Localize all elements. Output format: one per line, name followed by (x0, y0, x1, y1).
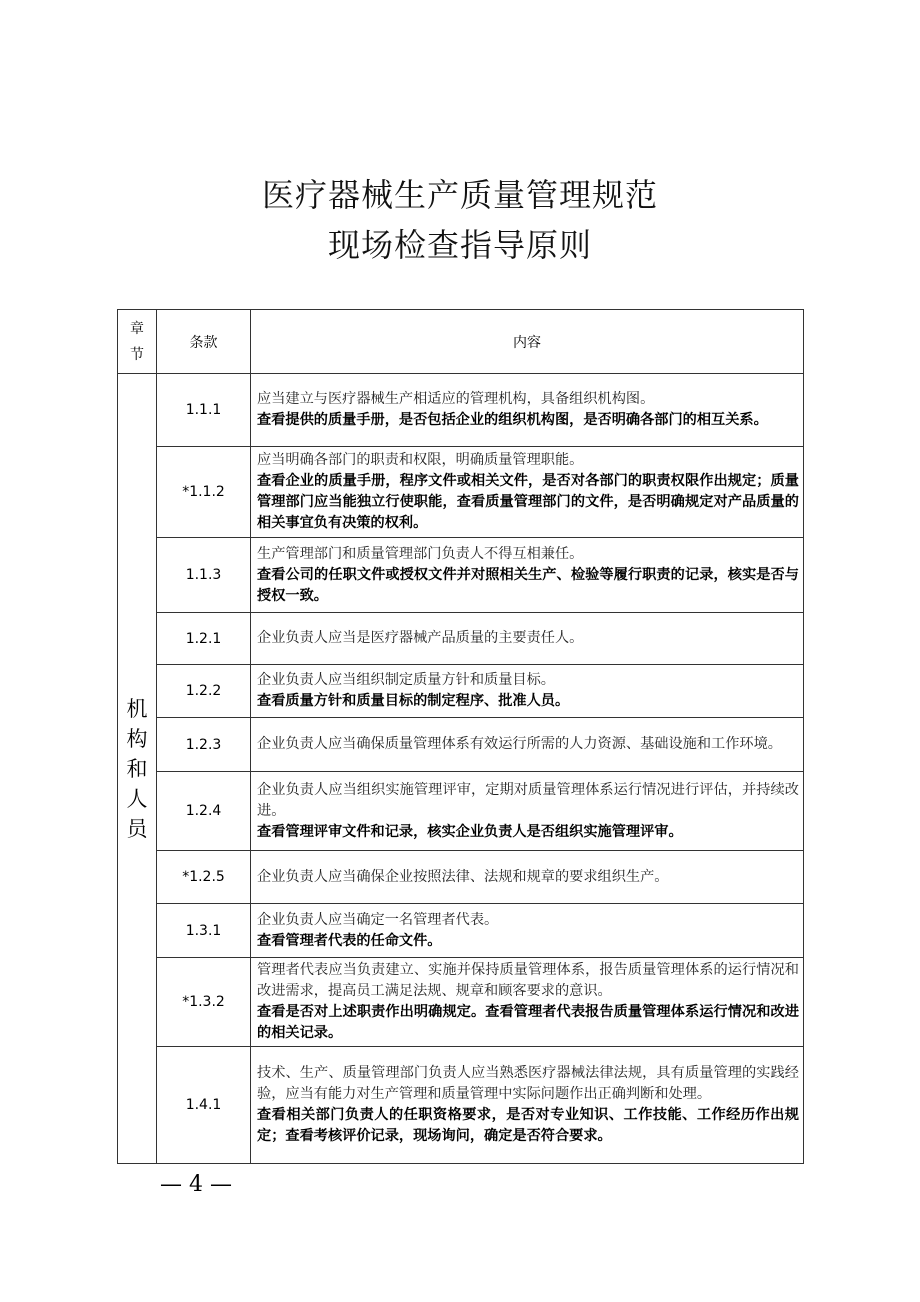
check-method-text: 查看提供的质量手册，是否包括企业的组织机构图，是否明确各部门的相互关系。 (257, 412, 768, 428)
table-row (118, 958, 804, 1047)
content-cell (251, 851, 804, 904)
chapter-char: 构 (126, 726, 148, 751)
chapter-char: 和 (126, 756, 148, 781)
check-method-text: 查看公司的任职文件或授权文件并对照相关生产、检验等履行职责的记录，核实是否与授权一致。 (257, 566, 799, 604)
chapter-cell (118, 374, 157, 1164)
inspection-table (117, 309, 804, 1164)
check-method-text: 查看是否对上述职责作出明确规定。查看管理者代表报告质量管理体系运行情况和改进的相关记录。 (257, 1004, 799, 1041)
content-cell (251, 374, 804, 447)
document-title-line-2: 现场检查指导原则 (327, 226, 592, 264)
clause-cell: 1.3.1 (157, 904, 251, 958)
requirement-text: 企业负责人应当确保质量管理体系有效运行所需的人力资源、基础设施和工作环境。 (257, 736, 782, 752)
clause-cell: 1.2.3 (157, 718, 251, 772)
requirement-text: 企业负责人应当组织实施管理评审，定期对质量管理体系运行情况进行评估，并持续改进。 (257, 781, 799, 819)
chapter-char: 机 (126, 696, 148, 721)
content-cell (251, 665, 804, 718)
table-row (118, 613, 804, 665)
check-method-text: 查看相关部门负责人的任职资格要求，是否对专业知识、工作技能、工作经历作出规定；查看考核评价记录，现场询问，确定是否符合要求。 (257, 1107, 799, 1144)
requirement-text: 企业负责人应当确定一名管理者代表。 (257, 911, 499, 928)
requirement-text: 管理者代表应当负责建立、实施并保持质量管理体系，报告质量管理体系的运行情况和改进需求，提高员工满足法规、规章和顾客要求的意识。 (257, 962, 799, 999)
chapter-char: 员 (126, 816, 148, 841)
table-row (118, 851, 804, 904)
clause-cell: *1.2.5 (157, 851, 251, 904)
table-row (118, 374, 804, 447)
clause-cell: *1.1.2 (157, 447, 251, 538)
requirement-text: 应当建立与医疗器械生产相适应的管理机构，具备组织机构图。 (257, 391, 655, 407)
requirement-text: 应当明确各部门的职责和权限，明确质量管理职能。 (257, 452, 584, 468)
content-cell (251, 613, 804, 665)
clause-cell: 1.4.1 (157, 1047, 251, 1164)
content-cell (251, 718, 804, 772)
header-chapter (118, 310, 157, 374)
requirement-text: 企业负责人应当组织制定质量方针和质量目标。 (257, 672, 555, 688)
check-method-text: 查看企业的质量手册，程序文件或相关文件，是否对各部门的职责权限作出规定；质量管理部门应当能独立行使职能，查看质量管理部门的文件，是否明确规定对产品质量的相关事宜负有决策的权利。 (257, 473, 799, 531)
check-method-text: 查看管理者代表的任命文件。 (257, 932, 442, 949)
clause-cell: *1.3.2 (157, 958, 251, 1047)
clause-cell: 1.2.2 (157, 665, 251, 718)
check-method-text: 查看质量方针和质量目标的制定程序、批准人员。 (257, 693, 570, 709)
header-chapter-char: 章 (130, 320, 144, 337)
page-number: — 4 — (160, 1172, 232, 1197)
content-cell (251, 958, 804, 1047)
header-chapter-char: 节 (130, 346, 144, 363)
table-row (118, 1047, 804, 1164)
clause-cell: 1.1.1 (157, 374, 251, 447)
content-cell (251, 904, 804, 958)
requirement-text: 企业负责人应当是医疗器械产品质量的主要责任人。 (257, 630, 584, 646)
table-row (118, 447, 804, 538)
table-row (118, 665, 804, 718)
header-content: 内容 (251, 310, 804, 374)
content-cell (251, 447, 804, 538)
clause-cell: 1.1.3 (157, 538, 251, 613)
requirement-text: 企业负责人应当确保企业按照法律、法规和规章的要求组织生产。 (257, 868, 669, 885)
clause-cell: 1.2.1 (157, 613, 251, 665)
table-row (118, 718, 804, 772)
requirement-text: 技术、生产、质量管理部门负责人应当熟悉医疗器械法律法规，具有质量管理的实践经验，应当有能力对生产管理和质量管理中实际问题作出正确判断和处理。 (257, 1065, 799, 1102)
document-title-line-1: 医疗器械生产质量管理规范 (261, 176, 658, 214)
table-row (118, 538, 804, 613)
table-row (118, 772, 804, 851)
content-cell (251, 538, 804, 613)
clause-cell: 1.2.4 (157, 772, 251, 851)
header-clause: 条款 (157, 310, 251, 374)
table-row (118, 904, 804, 958)
content-cell (251, 1047, 804, 1164)
check-method-text: 查看管理评审文件和记录，核实企业负责人是否组织实施管理评审。 (257, 823, 683, 840)
chapter-char: 人 (126, 786, 148, 811)
table-header-row (118, 310, 804, 374)
content-cell (251, 772, 804, 851)
requirement-text: 生产管理部门和质量管理部门负责人不得互相兼任。 (257, 545, 584, 562)
